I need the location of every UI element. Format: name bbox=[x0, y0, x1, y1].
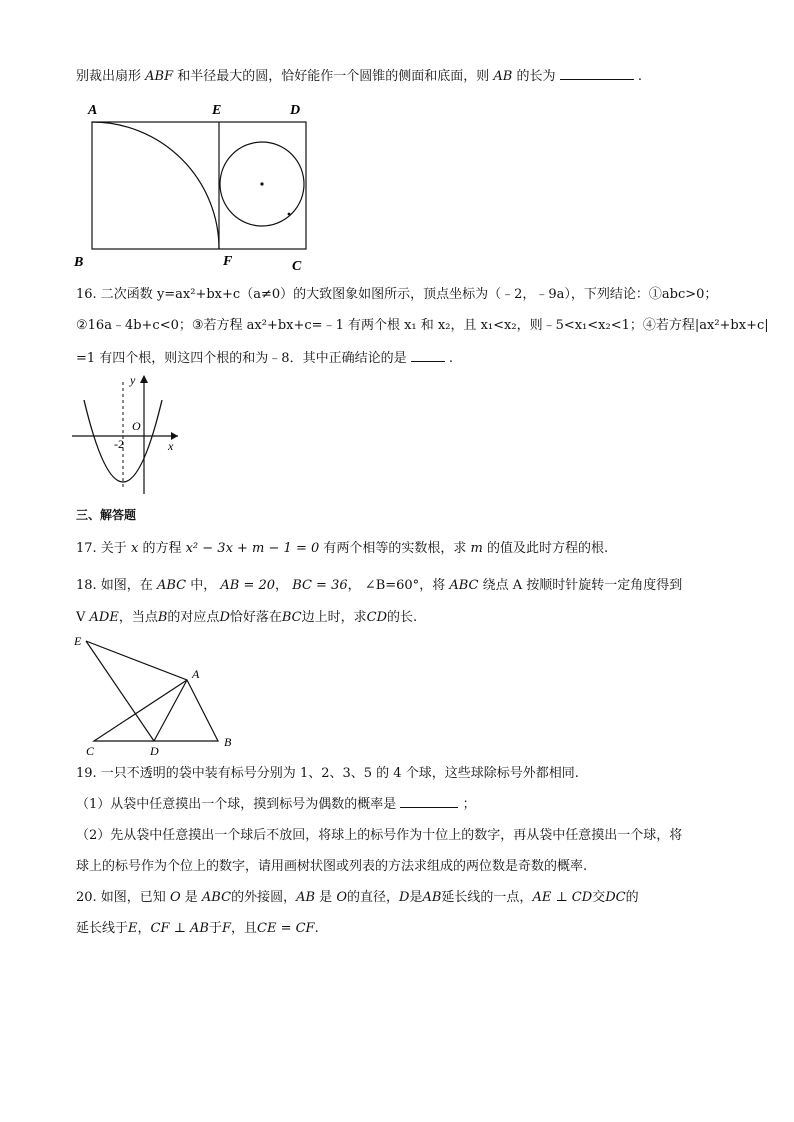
q20-text: 的直径， bbox=[347, 890, 400, 905]
q16-label-neg2: -2 bbox=[114, 437, 124, 451]
q16-figure bbox=[70, 370, 190, 500]
q16-period: . bbox=[448, 351, 453, 366]
q16-label-x: x bbox=[168, 439, 174, 453]
q20-perpendicular: AE ⊥ CD bbox=[532, 890, 593, 905]
q18-triangle-ade: ADE bbox=[89, 610, 119, 625]
q20-text: 于 bbox=[208, 921, 222, 936]
q20-point: E bbox=[128, 921, 138, 936]
q18-label-b: B bbox=[224, 735, 232, 749]
q18-ab: AB = 20 bbox=[220, 578, 276, 593]
q16-label-origin: O bbox=[132, 419, 141, 433]
q18-segment: CD bbox=[366, 610, 388, 625]
q15-sector-arc bbox=[92, 122, 219, 249]
q18-text: 的对应点 bbox=[167, 610, 220, 625]
q18-text: 恰好落在 bbox=[229, 610, 282, 625]
q17-text: 17. 关于 bbox=[76, 541, 127, 556]
q18-line1 bbox=[76, 577, 682, 595]
q18-segment: BC bbox=[281, 610, 302, 625]
q15-label-c: C bbox=[292, 259, 302, 274]
q20-circle: O bbox=[169, 890, 181, 905]
q15-label-b: B bbox=[74, 255, 84, 270]
q16-line1: 16. 二次函数 y=ax²+bx+c（a≠0）的大致图象如图所示，顶点坐标为（﹣2，﹣9a），下列结论：①abc>0； bbox=[76, 287, 718, 302]
q18-text: V bbox=[76, 610, 86, 625]
q20-point: D bbox=[399, 890, 410, 905]
q20-text: ， bbox=[137, 921, 151, 936]
q15-label-a: A bbox=[88, 103, 98, 118]
q15-label-e: E bbox=[212, 103, 222, 118]
q18-triangle: ABC bbox=[449, 578, 479, 593]
q18-text: 中， bbox=[190, 578, 217, 593]
q20-line2 bbox=[76, 920, 319, 938]
q20-segment: AB bbox=[296, 890, 316, 905]
q20-point: F bbox=[221, 921, 231, 936]
q17-line bbox=[76, 540, 608, 558]
q20-text: 延长线于 bbox=[76, 921, 129, 936]
q15-period: . bbox=[637, 69, 642, 84]
q18-angle: ∠B=60° bbox=[364, 578, 420, 593]
q16-y-arrow-icon bbox=[140, 375, 148, 383]
q20-text: ，且 bbox=[230, 921, 257, 936]
q20-perpendicular: CF ⊥ AB bbox=[150, 921, 209, 936]
q16-line3 bbox=[76, 350, 453, 368]
q18-text: 18. 如图，在 bbox=[76, 578, 153, 593]
q18-text: ，当点 bbox=[118, 610, 158, 625]
q18-label-a: A bbox=[192, 667, 200, 681]
q20-text: 延长线的一点， bbox=[441, 890, 533, 905]
q17-text: 的方程 bbox=[142, 541, 182, 556]
q15-text: 和半径最大的圆，恰好能作一个圆锥的侧面和底面，则 bbox=[177, 69, 490, 84]
q15-text-line1 bbox=[76, 68, 642, 86]
q15-text: 的长为 bbox=[516, 69, 556, 84]
q18-text: 的长. bbox=[387, 610, 418, 625]
q18-text: 绕点 A 按顺时针旋转一定角度得到 bbox=[482, 578, 683, 593]
q15-text: 别裁出扇形 bbox=[76, 69, 142, 84]
q17-variable-m: m bbox=[470, 541, 483, 556]
q20-text: 的外接圆， bbox=[231, 890, 297, 905]
q18-text: ， bbox=[347, 578, 361, 593]
q19-answer-blank[interactable] bbox=[400, 807, 458, 808]
q20-text: 20. 如图，已知 bbox=[76, 890, 166, 905]
q18-point: D bbox=[219, 610, 230, 625]
q15-sector-name: ABF bbox=[145, 69, 174, 84]
q17-variable: x bbox=[130, 541, 139, 556]
q18-point: B bbox=[157, 610, 168, 625]
q18-label-c: C bbox=[86, 744, 95, 758]
q16-text: =1 有四个根，则这四个根的和为﹣8．其中正确结论的是 bbox=[76, 351, 407, 366]
q20-text: 交 bbox=[592, 890, 606, 905]
q18-line-ad bbox=[154, 680, 187, 741]
q18-text: ，将 bbox=[419, 578, 446, 593]
q20-segment: AB bbox=[422, 890, 442, 905]
q15-label-f: F bbox=[223, 254, 233, 269]
q19-text: （1）从袋中任意摸出一个球，摸到标号为偶数的概率是 bbox=[76, 797, 397, 812]
q18-label-d: D bbox=[150, 744, 159, 758]
q16-line2: ②16a﹣4b+c<0；③若方程 ax²+bx+c=﹣1 有两个根 x₁ 和 x₂，且 x₁<x₂，则﹣5<x₁<x₂<1；④若方程|ax²+bx+c| bbox=[76, 318, 769, 333]
q18-text: 边上时，求 bbox=[301, 610, 367, 625]
q18-triangle: ABC bbox=[156, 578, 187, 593]
q18-triangles bbox=[86, 641, 218, 741]
q20-circle: O bbox=[336, 890, 347, 905]
q19-text: ； bbox=[462, 797, 476, 812]
q20-text: 是 bbox=[319, 890, 333, 905]
q16-label-y: y bbox=[130, 373, 136, 387]
q20-equality: CE = CF bbox=[257, 921, 315, 936]
q15-circle-center bbox=[260, 182, 263, 185]
q18-text: ， bbox=[275, 578, 289, 593]
q15-answer-blank[interactable] bbox=[560, 79, 634, 80]
q20-text: 的 bbox=[625, 890, 639, 905]
q15-rectangle bbox=[92, 122, 306, 249]
q16-answer-blank[interactable] bbox=[411, 361, 445, 362]
q18-bc: BC = 36 bbox=[292, 578, 348, 593]
q20-segment: DC bbox=[605, 890, 626, 905]
q17-text: 有两个相等的实数根，求 bbox=[323, 541, 467, 556]
q20-text: 是 bbox=[184, 890, 198, 905]
q19-line4: 球上的标号作为个位上的数字，请用画树状图或列表的方法求组成的两位数是奇数的概率. bbox=[76, 859, 588, 874]
section-heading: 三、解答题 bbox=[76, 508, 137, 522]
q18-figure bbox=[70, 630, 250, 760]
q20-text: 是 bbox=[409, 890, 423, 905]
q19-line1: 19. 一只不透明的袋中装有标号分别为 1、2、3、5 的 4 个球，这些球除标号外都相同. bbox=[76, 766, 579, 781]
q15-circle-point bbox=[288, 213, 291, 216]
q20-period: . bbox=[314, 921, 319, 936]
q15-label-d: D bbox=[290, 103, 301, 118]
q20-triangle: ABC bbox=[201, 890, 232, 905]
q20-line1 bbox=[76, 889, 639, 907]
q19-line2 bbox=[76, 796, 476, 814]
q19-line3: （2）先从袋中任意摸出一个球后不放回，将球上的标号作为十位上的数字，再从袋中任意摸出一个球，将 bbox=[76, 828, 683, 843]
q18-line-ed bbox=[86, 641, 154, 741]
q17-text: 的值及此时方程的根. bbox=[487, 541, 609, 556]
q15-segment: AB bbox=[493, 69, 513, 84]
q18-label-e: E bbox=[74, 634, 82, 648]
q18-line2 bbox=[76, 609, 417, 627]
q17-equation: x² − 3x + m − 1 = 0 bbox=[185, 541, 320, 556]
q15-figure bbox=[70, 96, 320, 276]
